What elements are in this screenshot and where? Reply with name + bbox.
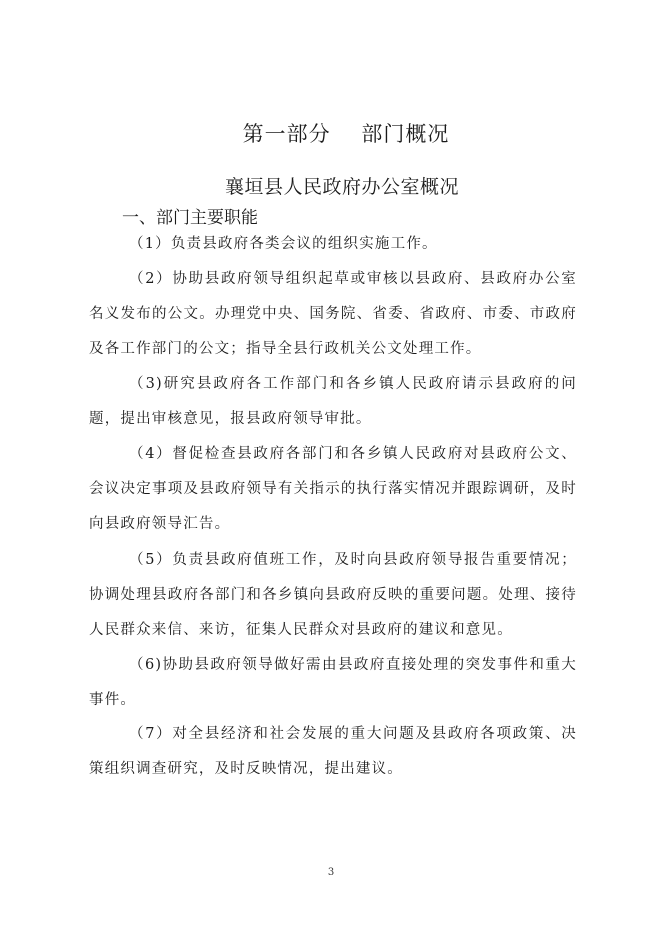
page-number: 3	[327, 867, 335, 878]
duty-paragraph-1: （1）负责县政府各类会议的组织实施工作。	[129, 236, 438, 252]
office-title: 襄垣县人民政府办公室概况	[224, 176, 459, 198]
duty-paragraph-7: （7）对全县经济和社会发展的重大问题及县政府各项政策、决策组织调查研究，及时反映情况，提出建议。	[89, 726, 577, 777]
duty-paragraph-5: （5）负责县政府值班工作，及时向县政府领导报告重要情况；协调处理县政府各部门和各乡镇向县政府反映的重要问题。处理、接待人民群众来信、来访，征集人民群众对县政府的建议和意见。	[89, 552, 577, 638]
duty-paragraph-4: （4）督促检查县政府各部门和各乡镇人民政府对县政府公文、会议决定事项及县政府领导有关指示的执行落实情况并跟踪调研，及时向县政府领导汇告。	[89, 446, 577, 532]
duty-paragraph-3: （3)研究县政府各工作部门和各乡镇人民政府请示县政府的问题，提出审核意见，报县政府领导审批。	[89, 376, 577, 427]
part-title: 第一部分 部门概况	[242, 122, 450, 146]
duty-paragraph-2: （2）协助县政府领导组织起草或审核以县政府、县政府办公室名义发布的公文。办理党中央、国务院、省委、省政府、市委、市政府及各工作部门的公文；指导全县行政机关公文处理工作。	[89, 271, 577, 357]
section-heading: 一、部门主要职能	[122, 208, 258, 228]
duty-paragraph-6: （6)协助县政府领导做好需由县政府直接处理的突发事件和重大事件。	[89, 657, 577, 708]
